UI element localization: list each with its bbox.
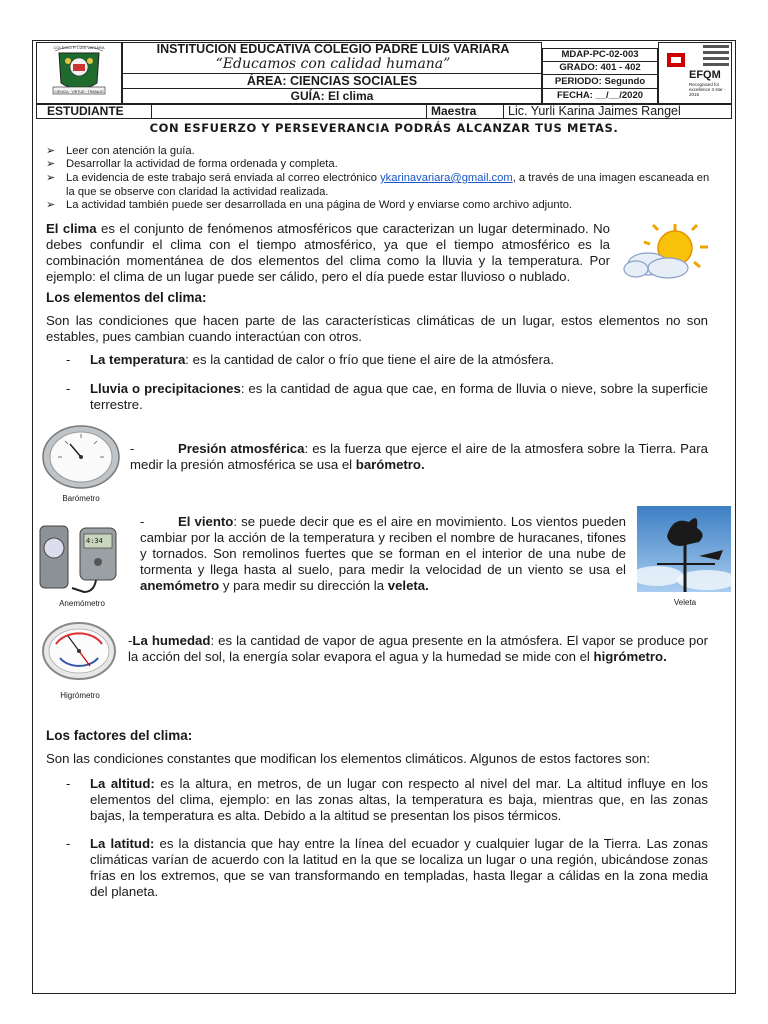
crest-cell xyxy=(36,42,122,104)
anemometer-display: 4:34 xyxy=(86,537,103,545)
barometer-caption: Barómetro xyxy=(62,494,100,503)
factors-intro: Son las condiciones constantes que modifican los elementos climáticos. Algunos de estos factores son: xyxy=(46,751,651,766)
factor-latitude: La latitud: es la distancia que hay entre la línea del ecuador y cualquier lugar de la Tierra. Las zonas climáticas varían de acuerdo con la latitud en la que se localiza un lugar o una región, ubicándose zonas frías en los extremos, que se van transformando en templadas, hasta llegar a cálidas en la zona media del planeta. xyxy=(90,836,708,899)
crest-bottom-text: CIENCIA · VIRTUD · TRABAJO xyxy=(54,90,104,94)
bullet-arrow-icon: ➢ xyxy=(46,145,56,157)
crest-top-text: COLEGIO P. LUIS VARIARA xyxy=(53,45,105,50)
instruction-item: Leer con atención la guía. xyxy=(66,145,195,157)
school-motto: “Educamos con calidad humana” xyxy=(215,56,451,72)
student-name-field[interactable] xyxy=(151,104,427,119)
factors-heading: Los factores del clima: xyxy=(46,728,193,743)
grade-label: GRADO: 401 - 402 xyxy=(542,61,658,75)
dash-bullet: - xyxy=(66,352,71,367)
dash-bullet: - xyxy=(130,441,135,456)
element-temperature: La temperatura: es la cantidad de calor o frío que tiene el aire de la atmósfera. xyxy=(90,352,555,367)
elements-intro: Son las condiciones que hacen parte de las características climáticas de un lugar, estos elementos no son estables, pues cambian cuando interactúan con otros. xyxy=(46,313,708,344)
bullet-arrow-icon: ➢ xyxy=(46,199,56,211)
bullet-arrow-icon: ➢ xyxy=(46,158,56,170)
efqm-emblem-icon xyxy=(665,51,687,69)
sun-cloud-icon xyxy=(620,222,714,280)
element-rain: Lluvia o precipitaciones: es la cantidad de agua que cae, en forma de lluvia o nieve, sobre la superficie terrestre. xyxy=(90,381,708,412)
dash-bullet: - xyxy=(66,836,71,851)
barometer-icon xyxy=(40,424,122,490)
factor-altitude: La altitud: es la altura, en metros, de un lugar con respecto al nivel del mar. La altitud influye en los elementos del clima, ejemplo: en las zonas altas, la temperatura es baja, mientras que, en las zonas bajas, la temperatura es alta. Debido a la altitud se presentan los pisos térmicos. xyxy=(90,776,708,823)
element-wind: El viento: se puede decir que es el aire en movimiento. Los vientos pueden cambiar por la acción de la temperatura y reciben el nombre de huracanes, tifones y tornados. Son remolinos fuertes que se forman en el interior de una nube de tormenta y llega hasta al suelo, para medir la velocidad de un viento se usa el anemómetro y para medir su dirección la veleta. xyxy=(140,514,627,593)
area-title: ÁREA: CIENCIAS SOCIALES xyxy=(122,73,542,89)
instruction-item: Desarrollar la actividad de forma ordenada y completa. xyxy=(66,158,338,170)
element-humidity: -La humedad: es la cantidad de vapor de agua presente en la atmósfera. El vapor se produce por la acción del sol, la energía solar evapora el agua y la humedad se mide con el higrómetro. xyxy=(128,633,708,664)
elements-heading: Los elementos del clima: xyxy=(46,290,207,305)
weather-vane-icon xyxy=(637,506,731,592)
slogan: CON ESFUERZO Y PERSEVERANCIA PODRÁS ALCANZAR TUS METAS. xyxy=(149,121,619,135)
school-crest-icon xyxy=(37,43,121,103)
teacher-name: Lic. Yurli Karina Jaimes Rangel xyxy=(503,104,732,119)
teacher-label: Maestra xyxy=(426,104,504,119)
guide-title: GUÍA: El clima xyxy=(122,88,542,104)
climate-intro: El clima es el conjunto de fenómenos atmosféricos que caracterizan un lugar determinado. No debes confundir el clima con el tiempo atmosférico, ya que el tiempo atmosférico es la combinación momentánea de dos elementos del clima como la lluvia y la temperatura. Por ejemplo: el clima de un lugar puede ser cálido, pero el día puede estar lluvioso o nublado. xyxy=(46,221,610,284)
vane-caption: Veleta xyxy=(673,598,697,607)
element-pressure: Presión atmosférica: es la fuerza que ejerce el aire de la atmosfera sobre la Tierra. Para medir la presión atmosférica se usa el barómetro. xyxy=(130,441,708,472)
anemometer-icon xyxy=(36,518,132,596)
instruction-item: La evidencia de este trabajo será enviada al correo electrónico ykarinavariara@gmail.com, a través de una imagen escaneada en la que se observe con claridad la actividad realizada. xyxy=(66,172,710,198)
school-cell xyxy=(122,42,542,74)
anemometer-caption: Anemómetro xyxy=(59,599,105,608)
school-name: INSTITUCION EDUCATIVA COLEGIO PADRE LUIS VARIARA xyxy=(156,42,510,56)
dash-bullet: - xyxy=(140,514,145,529)
hygrometer-caption: Higrómetro xyxy=(60,691,100,700)
efqm-logo-subtitle: Recognised for excellence 3 star - 2015 xyxy=(689,82,726,97)
date-label: FECHA: __/__/2020 xyxy=(542,88,658,104)
email-link[interactable]: ykarinavariara@gmail.com xyxy=(380,172,513,184)
instruction-item: La actividad también puede ser desarrollada en una página de Word y enviarse como archivo adjunto. xyxy=(66,199,573,211)
efqm-logo-cell xyxy=(658,42,732,104)
efqm-bars-icon xyxy=(703,45,729,67)
dash-bullet: - xyxy=(66,381,71,396)
hygrometer-icon xyxy=(40,620,118,682)
dash-bullet: - xyxy=(66,776,71,791)
period-label: PERIODO: Segundo xyxy=(542,74,658,89)
bullet-arrow-icon: ➢ xyxy=(46,172,56,184)
document-code: MDAP-PC-02-003 xyxy=(542,48,658,62)
header-table xyxy=(36,42,732,118)
student-label: ESTUDIANTE xyxy=(36,104,152,119)
efqm-logo-text: EFQM xyxy=(689,69,721,81)
